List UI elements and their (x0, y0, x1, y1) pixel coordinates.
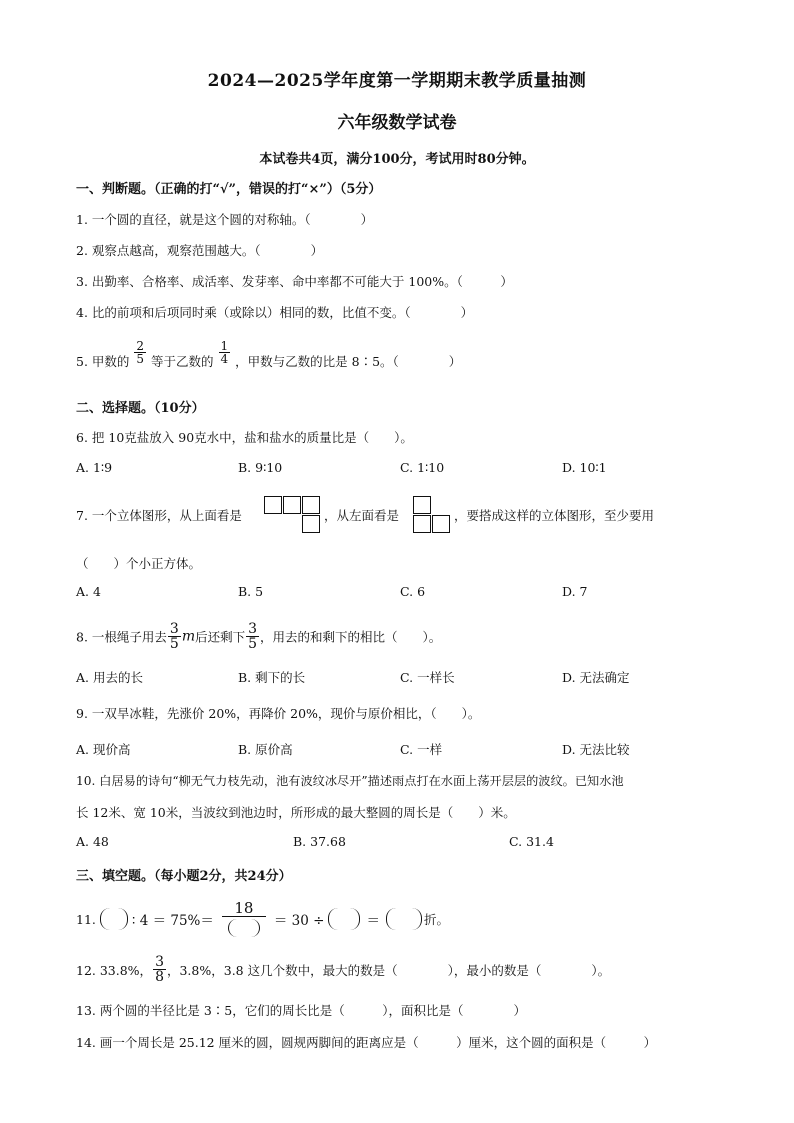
grid-cell (413, 515, 431, 533)
q7-text-b: ，从左面看是 (324, 508, 400, 523)
q9-option-a: A. 现价高 (76, 742, 131, 757)
q7-text-d: （ ）个小正方体。 (76, 556, 202, 571)
denominator: 5 (248, 636, 258, 652)
grid-cell (413, 496, 431, 514)
q7-option-b: B. 5 (238, 584, 264, 599)
q7-text-c: ，要搭成这样的立体图形，至少要用 (454, 508, 655, 523)
question-2: 2. 观察点越高，观察范围越大。（ ） (76, 243, 324, 258)
q11-text-3: ＝ (366, 913, 380, 929)
q5-text-a: 5. 甲数的 (76, 354, 130, 369)
q8-text-b: 后还剩下 (195, 629, 246, 645)
numerator: 3 (155, 954, 164, 970)
q12-text-b: ，3.8%，3.8 这几个数中，最大的数是（ ），最小的数是（ ）。 (166, 962, 611, 978)
question-6: 6. 把 10克盐放入 90克水中，盐和盐水的质量比是（ ）。 (76, 430, 413, 445)
exam-info: 本试卷共4页，满分100分，考试用时80分钟。 (259, 152, 535, 167)
q11-number: 11. (76, 911, 96, 927)
numerator: 1 (220, 339, 229, 353)
q8-option-b: B. 剩下的长 (238, 670, 306, 685)
q8-option-c: C. 一样长 (400, 670, 455, 685)
q7-option-d: D. 7 (562, 584, 588, 599)
question-3: 3. 出勤率、合格率、成活率、发芽率、命中率都不可能大于 100%。（ ） (76, 274, 513, 289)
blank (228, 919, 260, 937)
question-10-line2: 长 12米、宽 10米，当波纹到池边时，所形成的最大整圆的周长是（ ）米。 (76, 805, 516, 820)
q11-text-1: ∶ 4 ＝ 75%＝ (131, 913, 214, 929)
q8-fraction-2 (246, 622, 259, 651)
exam-subtitle: 六年级数学试卷 (337, 113, 457, 133)
q10-option-b: B. 37.68 (293, 834, 346, 849)
grid-cell (302, 496, 320, 514)
q8-text-a: 8. 一根绳子用去 (76, 629, 167, 645)
section2-heading: 二、选择题。（10分） (76, 401, 205, 416)
numerator: 2 (136, 339, 145, 353)
numerator: 18 (222, 901, 266, 917)
q7-option-a: A. 4 (76, 584, 101, 599)
q11-text-4: 折。 (423, 912, 449, 927)
denominator: 8 (155, 969, 164, 985)
q11-text-2: ＝ 30 ÷ (273, 913, 325, 929)
question-13: 13. 两个圆的半径比是 3∶5，它们的周长比是（ ），面积比是（ ） (76, 1003, 526, 1018)
question-8 (76, 622, 441, 651)
numerator: 3 (169, 621, 179, 637)
denominator: 5 (136, 352, 145, 366)
denominator: 5 (169, 636, 179, 652)
q10-option-a: A. 48 (76, 834, 109, 849)
q9-option-d: D. 无法比较 (562, 742, 630, 757)
top-view-figure (264, 496, 324, 536)
grid-cell (432, 515, 450, 533)
q7-text-a: 7. 一个立体图形，从上面看是 (76, 508, 242, 523)
q9-option-b: B. 原价高 (238, 742, 293, 757)
q8-unit: m (181, 628, 196, 645)
q6-option-d: D. 10∶1 (562, 460, 607, 475)
q8-fraction-1 (168, 622, 181, 651)
question-12 (76, 955, 610, 984)
q12-fraction (153, 955, 166, 984)
q12-text-a: 12. 33.8%， (76, 962, 153, 978)
q8-option-a: A. 用去的长 (76, 670, 143, 685)
section1-heading: 一、判断题。（正确的打“√”，错误的打“×”）（5分） (76, 182, 382, 197)
grid-cell (283, 496, 301, 514)
question-1: 1. 一个圆的直径，就是这个圆的对称轴。（ ） (76, 212, 374, 227)
question-5 (76, 340, 461, 370)
q5-text-b: 等于乙数的 (151, 354, 214, 369)
denominator: 4 (220, 352, 229, 366)
q9-option-c: C. 一样 (400, 742, 443, 757)
q5-fraction-1 (134, 340, 146, 365)
question-10-line1: 10. 白居易的诗句“柳无气力枝先动，池有波纹冰尽开”描述雨点打在水面上荡开层层的波纹。已知水池 (76, 774, 624, 788)
section3-heading: 三、填空题。（每小题2分，共24分） (76, 869, 292, 884)
exam-title: 2024—2025学年度第一学期期末教学质量抽测 (207, 71, 587, 91)
q6-option-b: B. 9∶10 (238, 460, 283, 475)
q5-fraction-2 (219, 340, 231, 365)
grid-cell (264, 496, 282, 514)
question-4: 4. 比的前项和后项同时乘（或除以）相同的数，比值不变。（ ） (76, 305, 474, 320)
question-11 (76, 896, 449, 942)
q11-fraction (222, 901, 266, 937)
numerator: 3 (248, 621, 258, 637)
q11-blank-2 (328, 908, 360, 930)
grid-cell (302, 515, 320, 533)
q7-option-c: C. 6 (400, 584, 426, 599)
left-view-figure (413, 496, 453, 536)
q6-option-a: A. 1∶9 (76, 460, 113, 475)
q11-blank-1 (100, 908, 128, 930)
q8-text-c: ，用去的和剩下的相比（ ）。 (260, 629, 442, 645)
q11-blank-3 (386, 908, 422, 930)
q8-option-d: D. 无法确定 (562, 670, 630, 685)
q6-option-c: C. 1∶10 (400, 460, 445, 475)
denominator-blank (222, 917, 266, 937)
q5-text-c: ，甲数与乙数的比是 8∶5。（ ） (235, 354, 462, 369)
q10-option-c: C. 31.4 (509, 834, 554, 849)
question-9: 9. 一双旱冰鞋，先涨价 20%，再降价 20%，现价与原价相比，（ ）。 (76, 706, 481, 721)
question-14: 14. 画一个周长是 25.12 厘米的圆，圆规两脚间的距离应是（ ）厘米，这个圆的面积是（ ） (76, 1035, 657, 1050)
